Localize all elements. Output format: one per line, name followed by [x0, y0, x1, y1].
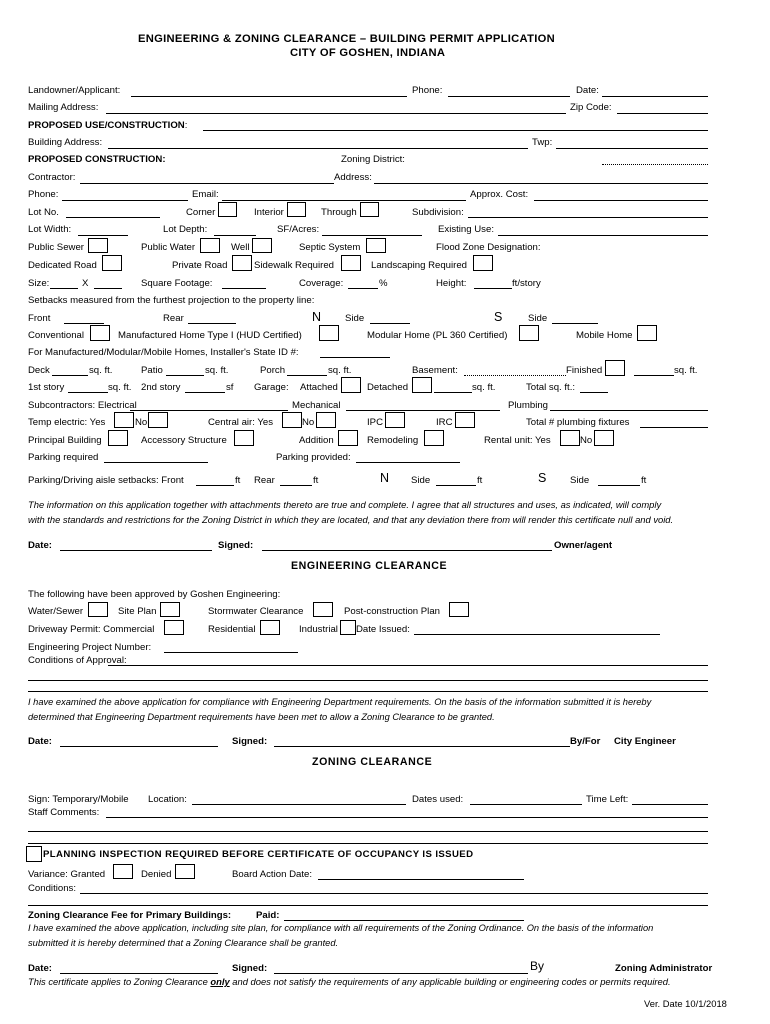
stormwater-checkbox[interactable] [313, 602, 333, 617]
aisle-side-s-ft: ft [641, 475, 647, 486]
electrical-field[interactable] [130, 410, 288, 411]
mobile-checkbox[interactable] [637, 325, 657, 341]
garage-field[interactable] [434, 392, 472, 393]
attached-label: Attached [300, 382, 338, 393]
engineering-approved-label: The following have been approved by Goshen Engineering: [28, 589, 281, 600]
contractor-phone-field[interactable] [62, 200, 188, 201]
denied-label: Denied [141, 869, 172, 880]
contractor-field[interactable] [80, 183, 334, 184]
conditions-line-3[interactable] [28, 691, 708, 692]
landscaping-checkbox[interactable] [473, 255, 493, 271]
email-field[interactable] [222, 200, 466, 201]
zoning-statement-line-1: I have examined the above application, including site plan, for compliance with all requirements of the Zoning Ordinance. On the basis of the information [28, 923, 654, 933]
public-sewer-label: Public Sewer [28, 242, 84, 253]
phone-label: Phone: [412, 85, 443, 96]
staff-comments-line-2[interactable] [28, 831, 708, 832]
first-story-field[interactable] [68, 392, 108, 393]
zoning-date-field[interactable] [60, 973, 218, 974]
mechanical-field[interactable] [346, 410, 500, 411]
eng-signed-label: Signed: [232, 736, 268, 747]
stormwater-label: Stormwater Clearance [208, 606, 304, 617]
zip-label: Zip Code: [570, 102, 612, 113]
engineering-statement-line-2: determined that Engineering Department requirements have been met to allow a Zoning Clearance to be granted. [28, 712, 495, 722]
aisle-rear-ft: ft [313, 475, 319, 486]
total-sqft-label: Total sq. ft.: [526, 382, 576, 393]
septic-checkbox[interactable] [366, 238, 386, 253]
sidewalk-checkbox[interactable] [341, 255, 361, 271]
rear-label: Rear [163, 313, 184, 324]
eng-date-label: Date: [28, 736, 52, 747]
date-issued-label: Date Issued: [356, 624, 410, 635]
square-footage-field[interactable] [222, 288, 266, 289]
mailing-field[interactable] [106, 113, 566, 114]
landowner-field[interactable] [131, 96, 407, 97]
north-marker: N [312, 310, 322, 324]
parking-required-label: Parking required [28, 452, 99, 463]
phone-field[interactable] [448, 96, 570, 97]
parking-required-field[interactable] [104, 462, 208, 463]
site-plan-checkbox[interactable] [160, 602, 180, 617]
size-label: Size: [28, 278, 50, 289]
size-depth-field[interactable] [94, 288, 122, 289]
aisle-rear-label: Rear [254, 475, 275, 486]
time-left-field[interactable] [632, 804, 708, 805]
installer-label: For Manufactured/Modular/Mobile Homes, Installer's State ID #: [28, 347, 299, 358]
central-air-yes-checkbox[interactable] [282, 412, 302, 428]
driveway-commercial-checkbox[interactable] [164, 620, 184, 635]
aisle-side-n-ft: ft [477, 475, 483, 486]
aisle-side-s-field[interactable] [598, 485, 640, 486]
deck-sqft: sq. ft. [89, 365, 113, 376]
engineering-statement [28, 695, 651, 725]
sf-acres-field[interactable] [322, 235, 422, 236]
project-number-label: Engineering Project Number: [28, 642, 152, 653]
project-number-field[interactable] [164, 652, 298, 653]
zoning-conditions-line-1[interactable] [80, 893, 708, 894]
detached-checkbox[interactable] [412, 377, 432, 393]
well-checkbox[interactable] [252, 238, 272, 253]
eng-date-field[interactable] [60, 746, 218, 747]
coverage-label: Coverage: [299, 278, 344, 289]
dedicated-road-label: Dedicated Road [28, 260, 97, 271]
by-for-label: By/For [570, 736, 601, 747]
fee-label: Zoning Clearance Fee for Primary Buildings: [28, 910, 232, 921]
deck-field[interactable] [52, 375, 88, 376]
proposed-use-label: PROPOSED USE/CONSTRUCTION: [28, 120, 188, 131]
temp-electric-no-checkbox[interactable] [148, 412, 168, 428]
accessory-label: Accessory Structure [141, 435, 227, 446]
aisle-front-label: Parking/Driving aisle setbacks: Front [28, 475, 184, 486]
industrial-checkbox[interactable] [340, 620, 356, 635]
side-n-field[interactable] [370, 323, 410, 324]
attached-checkbox[interactable] [341, 377, 361, 393]
finished-field[interactable] [634, 375, 674, 376]
rental-label: Rental unit: Yes [484, 435, 551, 446]
private-road-checkbox[interactable] [232, 255, 252, 271]
existing-use-label: Existing Use: [438, 224, 494, 235]
manufactured-label: Manufactured Home Type I (HUD Certified) [118, 330, 302, 341]
second-story-field[interactable] [185, 392, 225, 393]
location-field[interactable] [192, 804, 406, 805]
patio-field[interactable] [166, 375, 204, 376]
finished-checkbox[interactable] [605, 360, 625, 376]
interior-label: Interior [254, 207, 284, 218]
staff-comments-line-1[interactable] [106, 817, 708, 818]
contractor-address-field[interactable] [374, 183, 708, 184]
aisle-side-n-field[interactable] [436, 485, 476, 486]
approx-cost-field[interactable] [534, 200, 708, 201]
zoning-signature-field[interactable] [274, 973, 528, 974]
planning-inspection-checkbox[interactable] [26, 846, 42, 862]
detached-label: Detached [367, 382, 409, 393]
coverage-percent: % [379, 278, 388, 289]
zoning-statement-line-2: submitted it is hereby determined that a Zoning Clearance shall be granted. [28, 938, 339, 948]
aisle-north-marker: N [380, 471, 390, 485]
zip-field[interactable] [617, 113, 708, 114]
parking-provided-label: Parking provided: [276, 452, 351, 463]
height-field[interactable] [474, 288, 512, 289]
lot-width-field[interactable] [78, 235, 128, 236]
height-label: Height: [436, 278, 467, 289]
first-story-label: 1st story [28, 382, 65, 393]
public-water-checkbox[interactable] [200, 238, 220, 253]
cert-date-label: Date: [28, 540, 52, 551]
south-marker: S [494, 310, 503, 324]
patio-sqft: sq. ft. [205, 365, 229, 376]
staff-comments-label: Staff Comments: [28, 807, 100, 818]
second-story-label: 2nd story [141, 382, 181, 393]
conventional-label: Conventional [28, 330, 85, 341]
board-action-field[interactable] [318, 879, 524, 880]
version-date: Ver. Date 10/1/2018 [644, 998, 727, 1009]
certificate-note: This certificate applies to Zoning Clearance only and does not satisfy the requirements of any applicable building or engineering codes or permits required. [28, 976, 671, 987]
plumbing-field[interactable] [550, 410, 708, 411]
zoning-heading: ZONING CLEARANCE [312, 756, 433, 768]
zoning-district-label: Zoning District: [341, 154, 405, 165]
zoning-conditions-line-2[interactable] [28, 905, 708, 906]
front-label: Front [28, 313, 51, 324]
accessory-checkbox[interactable] [234, 430, 254, 446]
board-action-label: Board Action Date: [232, 869, 312, 880]
private-road-label: Private Road [172, 260, 228, 271]
time-left-label: Time Left: [586, 794, 629, 805]
cert-signature-field[interactable] [262, 550, 552, 551]
modular-checkbox[interactable] [519, 325, 539, 341]
basement-field[interactable] [464, 375, 566, 376]
through-label: Through [321, 207, 357, 218]
residential-label: Residential [208, 624, 256, 635]
site-plan-label: Site Plan [118, 606, 157, 617]
zoning-by-label: By [530, 959, 545, 973]
public-water-label: Public Water [141, 242, 196, 253]
finished-sqft: sq. ft. [674, 365, 698, 376]
flood-zone-label: Flood Zone Designation: [436, 242, 541, 253]
finished-label: Finished [566, 365, 603, 376]
water-sewer-label: Water/Sewer [28, 606, 84, 617]
variance-granted-checkbox[interactable] [113, 864, 133, 879]
building-address-field[interactable] [108, 148, 528, 149]
date-field[interactable] [602, 96, 708, 97]
addition-checkbox[interactable] [338, 430, 358, 446]
porch-label: Porch [260, 365, 286, 376]
coverage-field[interactable] [348, 288, 378, 289]
contractor-phone-label: Phone: [28, 189, 59, 200]
zoning-conditions-label: Conditions: [28, 883, 76, 894]
post-construction-checkbox[interactable] [449, 602, 469, 617]
plumbing-label: Plumbing [508, 400, 548, 411]
setbacks-note: Setbacks measured from the furthest projection to the property line: [28, 295, 315, 306]
mechanical-label: Mechanical [292, 400, 341, 411]
zoning-date-label: Date: [28, 963, 52, 974]
corner-label: Corner [186, 207, 216, 218]
ipc-checkbox[interactable] [385, 412, 405, 428]
side-s-field[interactable] [552, 323, 598, 324]
central-air-label: Central air: Yes [208, 417, 274, 428]
denied-checkbox[interactable] [175, 864, 195, 879]
principal-building-checkbox[interactable] [108, 430, 128, 446]
remodeling-checkbox[interactable] [424, 430, 444, 446]
approx-cost-label: Approx. Cost: [470, 189, 529, 200]
plumbing-fixtures-field[interactable] [640, 427, 708, 428]
aisle-front-field[interactable] [196, 485, 234, 486]
form-subtitle: CITY OF GOSHEN, INDIANA [290, 47, 446, 59]
rear-field[interactable] [188, 323, 236, 324]
owner-agent-label: Owner/agent [554, 540, 613, 551]
contractor-address-label: Address: [334, 172, 372, 183]
manufactured-checkbox[interactable] [319, 325, 339, 341]
lot-depth-field[interactable] [214, 235, 256, 236]
zoning-administrator-label: Zoning Administrator [615, 963, 713, 974]
proposed-use-field[interactable] [203, 130, 708, 131]
staff-comments-line-3[interactable] [28, 843, 708, 844]
residential-checkbox[interactable] [260, 620, 280, 635]
dates-used-label: Dates used: [412, 794, 464, 805]
electrical-label: Subcontractors: Electrical [28, 400, 137, 411]
industrial-label: Industrial [299, 624, 338, 635]
rental-no-checkbox[interactable] [594, 430, 614, 446]
aisle-side-s-label: Side [570, 475, 590, 486]
subdivision-label: Subdivision: [412, 207, 464, 218]
side-n-label: Side [345, 313, 365, 324]
certification-line-1: The information on this application together with attachments thereto are true and complete. I agree that all structures and uses, as indicated, will comply [28, 499, 662, 510]
septic-label: Septic System [299, 242, 361, 253]
deck-label: Deck [28, 365, 50, 376]
variance-granted-label: Variance: Granted [28, 869, 106, 880]
ft-story-label: ft/story [512, 278, 541, 289]
post-construction-label: Post-construction Plan [344, 606, 440, 617]
driveway-commercial-label: Driveway Permit: Commercial [28, 624, 155, 635]
landscaping-label: Landscaping Required [371, 260, 468, 271]
porch-sqft: sq. ft. [328, 365, 352, 376]
planning-inspection-label: PLANNING INSPECTION REQUIRED BEFORE CERTIFICATE OF OCCUPANCY IS ISSUED [43, 849, 474, 860]
patio-label: Patio [141, 365, 163, 376]
front-field[interactable] [64, 323, 104, 324]
irc-checkbox[interactable] [455, 412, 475, 428]
subdivision-field[interactable] [468, 217, 708, 218]
sign-temporary-label: Sign: Temporary/Mobile [28, 794, 129, 805]
parking-provided-field[interactable] [356, 462, 460, 463]
date-issued-field[interactable] [414, 634, 660, 635]
corner-checkbox[interactable] [218, 202, 237, 217]
second-story-sf: sf [226, 382, 234, 393]
irc-label: IRC [436, 417, 453, 428]
lot-no-field[interactable] [66, 217, 160, 218]
through-checkbox[interactable] [360, 202, 379, 217]
aisle-rear-field[interactable] [280, 485, 312, 486]
conditions-approval-label: Conditions of Approval: [28, 655, 127, 666]
location-label: Location: [148, 794, 187, 805]
size-x: X [82, 278, 89, 289]
dates-used-field[interactable] [470, 804, 582, 805]
aisle-front-ft: ft [235, 475, 241, 486]
paid-label: Paid: [256, 910, 280, 921]
sidewalk-label: Sidewalk Required [254, 260, 334, 271]
engineering-heading: ENGINEERING CLEARANCE [291, 560, 448, 572]
certification-line-2: with the standards and restrictions for the Zoning District in which they are located, and that any deviation there from will render this certificate null and void. [28, 514, 674, 525]
garage-sqft: sq. ft. [472, 382, 496, 393]
building-address-label: Building Address: [28, 137, 103, 148]
landowner-label: Landowner/Applicant: [28, 85, 121, 96]
plumbing-fixtures-label: Total # plumbing fixtures [526, 417, 630, 428]
aisle-south-marker: S [538, 471, 547, 485]
lot-no-label: Lot No. [28, 207, 59, 218]
dedicated-road-checkbox[interactable] [102, 255, 122, 271]
square-footage-label: Square Footage: [141, 278, 213, 289]
conditions-line-1[interactable] [108, 665, 708, 666]
mobile-label: Mobile Home [576, 330, 633, 341]
engineering-statement-line-1: I have examined the above application for compliance with Engineering Department requirements. On the basis of the information submitted it is hereby [28, 697, 652, 707]
principal-building-label: Principal Building [28, 435, 102, 446]
basement-label: Basement: [412, 365, 458, 376]
side-s-label: Side [528, 313, 548, 324]
cert-date-field[interactable] [60, 550, 212, 551]
conditions-line-2[interactable] [28, 680, 708, 681]
existing-use-field[interactable] [498, 235, 708, 236]
zoning-signed-label: Signed: [232, 963, 268, 974]
installer-field[interactable] [320, 357, 390, 358]
central-air-no-label: No [302, 417, 315, 428]
proposed-construction-label: PROPOSED CONSTRUCTION: [28, 154, 166, 165]
zoning-statement [28, 921, 653, 951]
interior-checkbox[interactable] [287, 202, 306, 217]
temp-electric-label: Temp electric: Yes [28, 417, 106, 428]
rental-no-label: No [580, 435, 593, 446]
city-engineer-label: City Engineer [614, 736, 676, 747]
eng-signature-field[interactable] [274, 746, 570, 747]
size-width-field[interactable] [50, 288, 78, 289]
first-story-sqft: sq. ft. [108, 382, 132, 393]
well-label: Well [231, 242, 250, 253]
form-title: ENGINEERING & ZONING CLEARANCE – BUILDING PERMIT APPLICATION [138, 33, 556, 45]
porch-field[interactable] [287, 375, 327, 376]
email-label: Email: [192, 189, 219, 200]
sf-acres-label: SF/Acres: [277, 224, 320, 235]
twp-field[interactable] [556, 148, 708, 149]
date-label: Date: [576, 85, 599, 96]
aisle-side-n-label: Side [411, 475, 431, 486]
addition-label: Addition [299, 435, 334, 446]
cert-signed-label: Signed: [218, 540, 254, 551]
ipc-label: IPC [367, 417, 383, 428]
zoning-district-field[interactable] [602, 164, 708, 165]
water-sewer-checkbox[interactable] [88, 602, 108, 617]
lot-depth-label: Lot Depth: [163, 224, 208, 235]
garage-label: Garage: [254, 382, 289, 393]
certification-text [28, 497, 673, 527]
remodeling-label: Remodeling [367, 435, 419, 446]
temp-electric-yes-checkbox[interactable] [114, 412, 134, 428]
lot-width-label: Lot Width: [28, 224, 72, 235]
total-sqft-field[interactable] [580, 392, 608, 393]
contractor-label: Contractor: [28, 172, 76, 183]
temp-electric-no-label: No [135, 417, 148, 428]
conventional-checkbox[interactable] [90, 325, 110, 341]
twp-label: Twp: [532, 137, 553, 148]
central-air-no-checkbox[interactable] [316, 412, 336, 428]
public-sewer-checkbox[interactable] [88, 238, 108, 253]
modular-label: Modular Home (PL 360 Certified) [367, 330, 508, 341]
mailing-label: Mailing Address: [28, 102, 99, 113]
rental-yes-checkbox[interactable] [560, 430, 580, 446]
